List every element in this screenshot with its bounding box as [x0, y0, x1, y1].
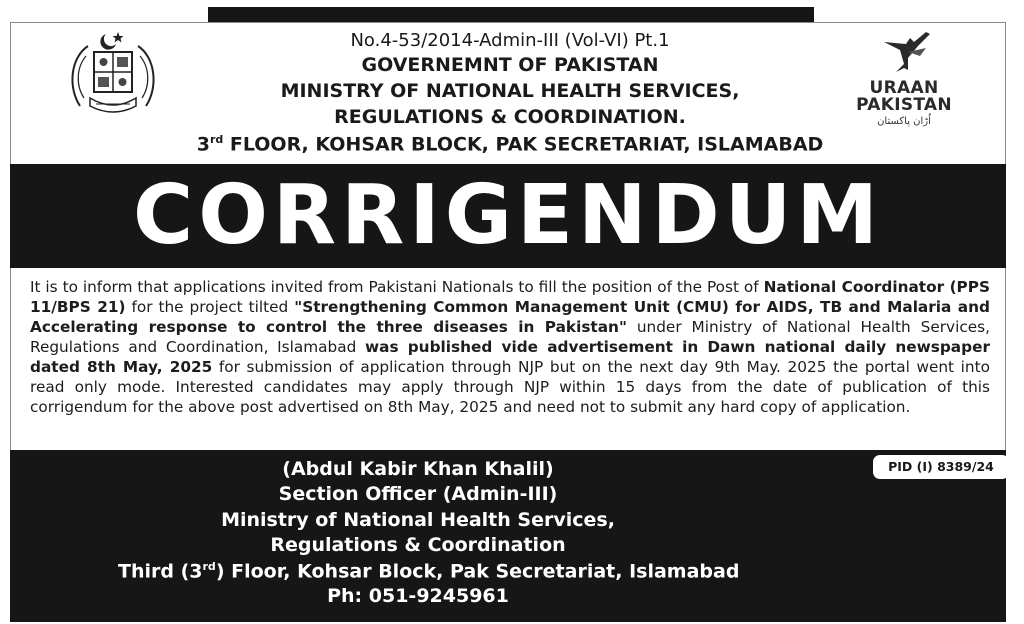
signatory-phone: Ph: 051-9245961: [327, 585, 509, 607]
uraan-pakistan-logo: [846, 28, 962, 132]
top-bar: [208, 7, 814, 23]
reference-number: No.4-53/2014-Admin-III (Vol-VI) Pt.1: [350, 30, 670, 51]
pid-badge: PID (I) 8389/24: [873, 455, 1009, 479]
signatory-ministry-line2: Regulations & Coordination: [270, 534, 566, 556]
logo-word-2: PAKISTAN: [856, 95, 952, 115]
signatory-address: Third (3rd) Floor, Kohsar Block, Pak Secretariat, Islamabad: [118, 560, 740, 583]
eagle-icon: [874, 28, 934, 76]
government-heading: GOVERNEMNT OF PAKISTAN: [361, 54, 659, 76]
ministry-address: 3rd FLOOR, KOHSAR BLOCK, PAK SECRETARIAT, ISLAMABAD: [196, 133, 824, 156]
ministry-heading-line2: REGULATIONS & COORDINATION.: [334, 106, 686, 128]
state-emblem-icon: [66, 28, 160, 122]
notice-title: CORRIGENDUM: [133, 168, 883, 263]
signatory-designation: Section Officer (Admin-III): [278, 483, 558, 505]
logo-tagline: اُڑان پاکستان: [877, 116, 931, 127]
logo-word-1: URAAN: [869, 78, 939, 98]
signatory-ministry-line1: Ministry of National Health Services,: [221, 509, 615, 531]
signatory-name: (Abdul Kabir Khan Khalil): [282, 458, 554, 480]
notice-body: It is to inform that applications invited from Pakistani Nationals to fill the position of the Post of National Coordinator (PPS 11/BPS 21) for the project tilted "Strengthening Common Management Unit (CMU) for AIDS, TB and Malaria and Accelerating response to control the three diseases in Pakistan" under Ministry of National Health Services, Regulations and Coordination, Islamabad was published vide advertisement in Dawn national daily newspaper dated 8th May, 2025 for submission of application through NJP but on the next day 9th May. 2025 the portal went into read only mode. Interested candidates may apply through NJP within 15 days from the date of publication of this corrigendum for the above post advertised on 8th May, 2025 and need not to submit any hard copy of application.: [30, 278, 990, 416]
ministry-heading-line1: MINISTRY OF NATIONAL HEALTH SERVICES,: [280, 80, 740, 102]
